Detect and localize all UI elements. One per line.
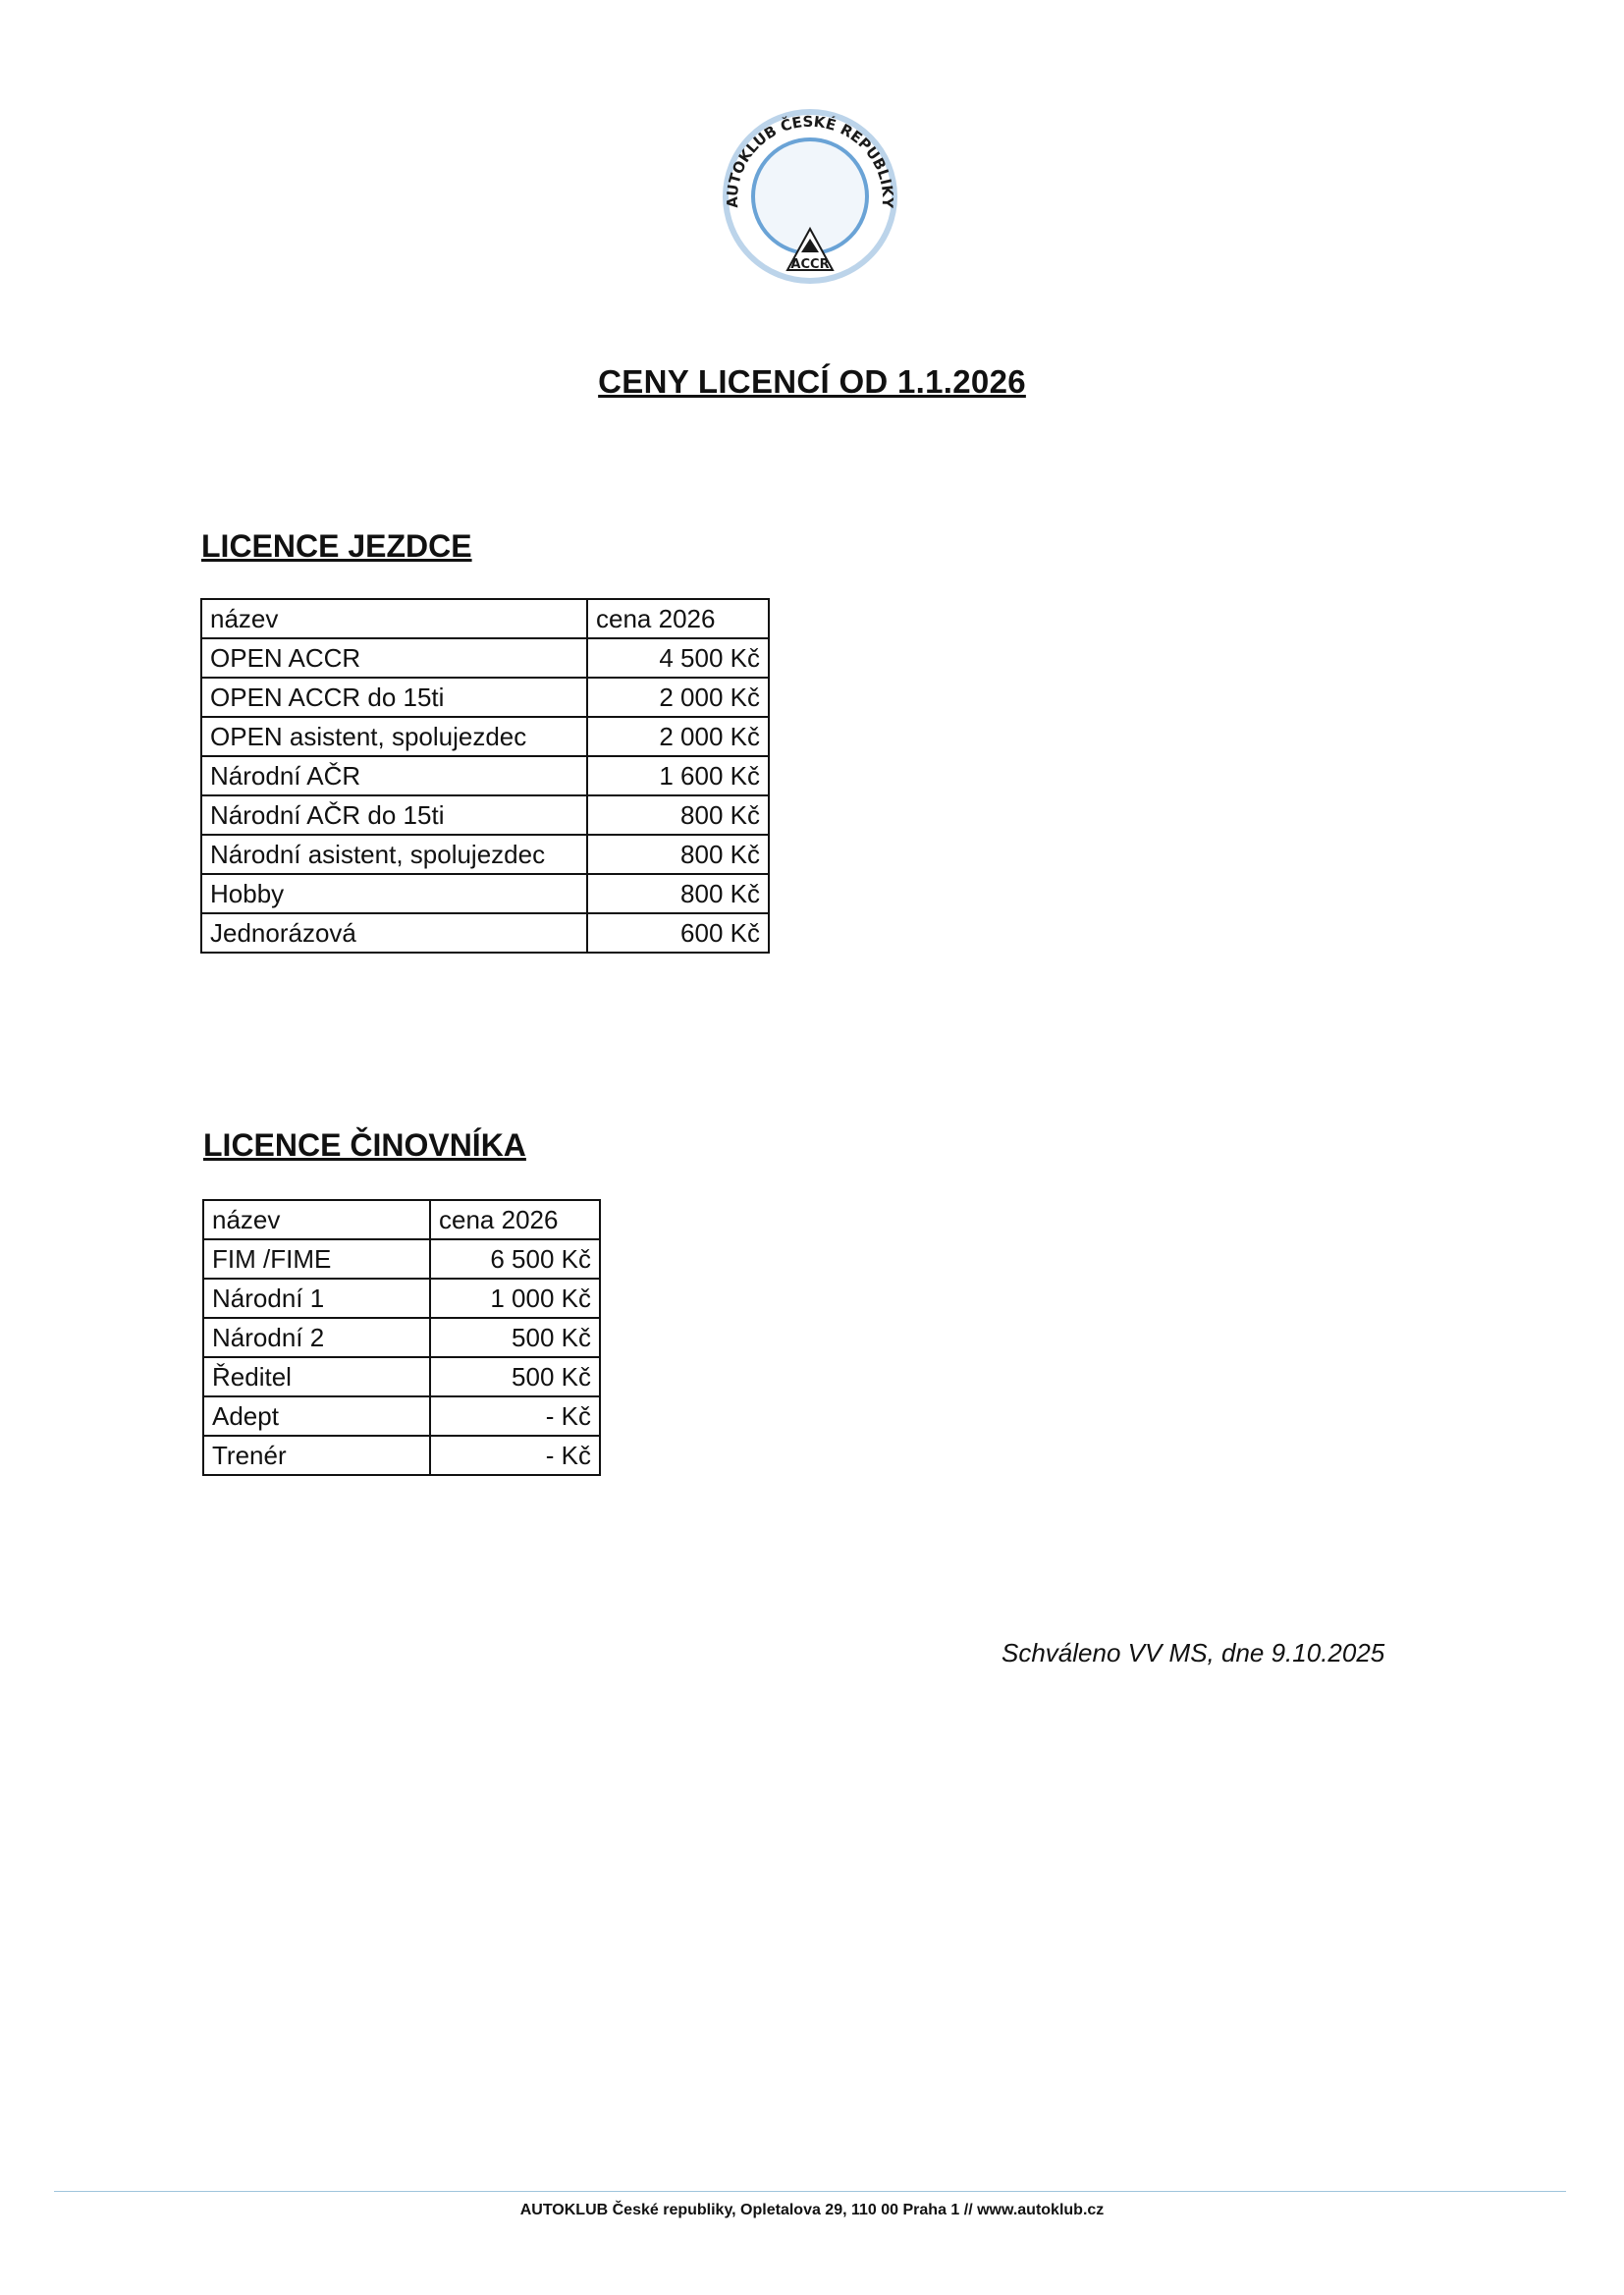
license-name-cell: OPEN ACCR do 15ti <box>201 678 587 717</box>
column-header-price: cena 2026 <box>587 599 769 638</box>
table-row <box>201 874 769 913</box>
license-price-cell: 1 600 Kč <box>587 756 769 795</box>
license-name-cell: Národní AČR <box>201 756 587 795</box>
table-header-row <box>201 599 769 638</box>
license-name-cell: Národní asistent, spolujezdec <box>201 835 587 874</box>
section-heading-licence-cinovnika: LICENCE ČINOVNÍKA <box>203 1127 526 1163</box>
license-price-cell: 1 000 Kč <box>430 1279 600 1318</box>
license-name-cell: Hobby <box>201 874 587 913</box>
table-row <box>203 1436 600 1475</box>
column-header-name: název <box>203 1200 430 1239</box>
table-row <box>203 1396 600 1436</box>
license-name-cell: FIM /FIME <box>203 1239 430 1279</box>
official-license-table <box>202 1199 601 1476</box>
table-row <box>203 1239 600 1279</box>
section-heading-licence-jezdce: LICENCE JEZDCE <box>201 528 472 564</box>
table-row <box>201 678 769 717</box>
license-price-cell: 4 500 Kč <box>587 638 769 678</box>
autoklub-logo <box>717 103 903 290</box>
approval-note: Schváleno VV MS, dne 9.10.2025 <box>1001 1638 1385 1667</box>
table-row <box>201 835 769 874</box>
license-price-cell: 800 Kč <box>587 874 769 913</box>
table-row <box>201 913 769 953</box>
license-price-cell: 6 500 Kč <box>430 1239 600 1279</box>
license-name-cell: Národní 1 <box>203 1279 430 1318</box>
footer-divider <box>54 2191 1566 2192</box>
license-price-cell: 800 Kč <box>587 835 769 874</box>
license-price-cell: 2 000 Kč <box>587 678 769 717</box>
license-price-cell: 2 000 Kč <box>587 717 769 756</box>
license-price-cell: 500 Kč <box>430 1357 600 1396</box>
table-row <box>203 1279 600 1318</box>
license-name-cell: Národní 2 <box>203 1318 430 1357</box>
svg-text:ACCR: ACCR <box>790 257 830 272</box>
license-price-cell: - Kč <box>430 1436 600 1475</box>
table-row <box>201 717 769 756</box>
page-title: CENY LICENCÍ OD 1.1.2026 <box>598 363 1026 400</box>
footer-address: AUTOKLUB České republiky, Opletalova 29, 110 00 Praha 1 // www.autoklub.cz <box>519 2202 1105 2218</box>
license-name-cell: Adept <box>203 1396 430 1436</box>
table-header-row <box>203 1200 600 1239</box>
license-name-cell: Národní AČR do 15ti <box>201 795 587 835</box>
license-name-cell: Jednorázová <box>201 913 587 953</box>
license-price-cell: 600 Kč <box>587 913 769 953</box>
license-price-cell: 500 Kč <box>430 1318 600 1357</box>
license-price-cell: 800 Kč <box>587 795 769 835</box>
column-header-price: cena 2026 <box>430 1200 600 1239</box>
license-price-cell: - Kč <box>430 1396 600 1436</box>
license-name-cell: OPEN ACCR <box>201 638 587 678</box>
table-row <box>201 638 769 678</box>
table-row <box>203 1318 600 1357</box>
column-header-name: název <box>201 599 587 638</box>
table-row <box>201 756 769 795</box>
svg-text:AUTOKLUB ČESKÉ REPUBLIKY: AUTOKLUB ČESKÉ REPUBLIKY <box>723 112 897 209</box>
table-row <box>201 795 769 835</box>
table-row <box>203 1357 600 1396</box>
rider-license-table <box>200 598 770 954</box>
license-name-cell: Trenér <box>203 1436 430 1475</box>
license-name-cell: Ředitel <box>203 1357 430 1396</box>
license-name-cell: OPEN asistent, spolujezdec <box>201 717 587 756</box>
